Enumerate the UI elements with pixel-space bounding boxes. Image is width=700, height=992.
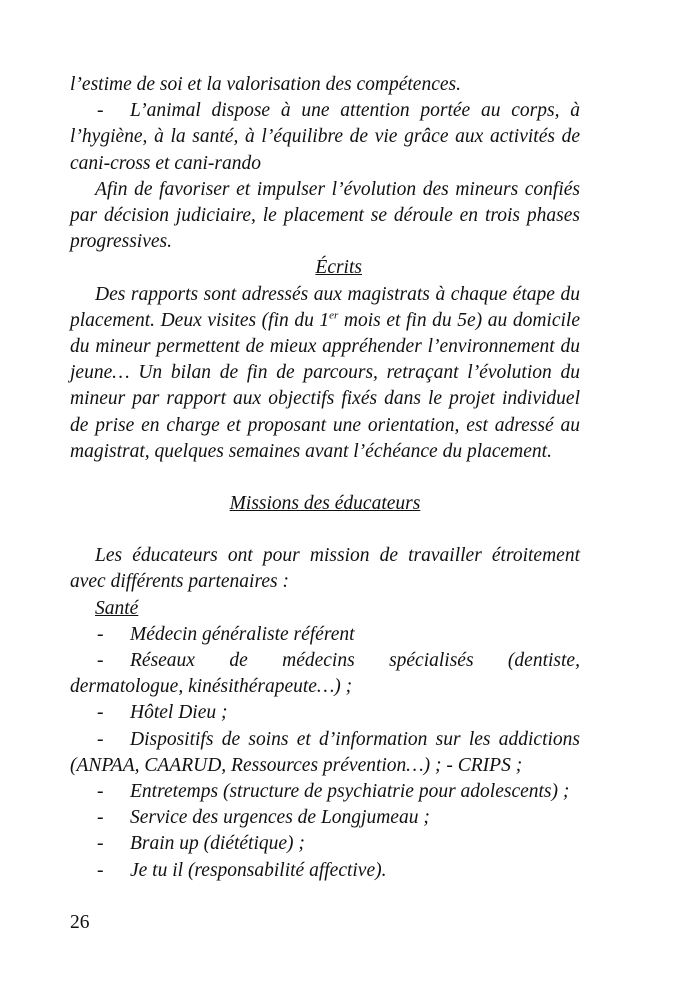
animal-text: L’animal dispose à une attention portée au corps, à l’hygiène, à la santé, à l’équilibre de vie grâce aux activités de cani-cross et cani-rando [70, 100, 580, 174]
list-item [70, 727, 580, 779]
placement-paragraph: Afin de favoriser et impulser l’évolution des mineurs confiés par décision judiciaire, le placement se déroule en trois phases progressives. [70, 178, 580, 253]
dash-marker: - [97, 728, 104, 750]
list-item [70, 779, 580, 805]
animal-paragraph [70, 98, 580, 177]
list-item-text: Service des urgences de Longjumeau ; [130, 807, 430, 829]
intro-line: l’estime de soi et la valorisation des compétences. [70, 74, 461, 95]
dash-marker: - [97, 100, 104, 122]
page-number: 26 [70, 912, 90, 933]
ecrits-text-1: Des rapports sont adressés aux magistrats à chaque étape du placement. Deux visites (fin du 1 [70, 283, 580, 331]
list-item [70, 622, 580, 648]
list-item [70, 805, 580, 831]
dash-marker: - [97, 859, 104, 881]
spacer [70, 465, 580, 491]
dash-marker: - [97, 623, 104, 645]
word: (dentiste, [507, 650, 580, 672]
missions-heading: Missions des éducateurs [229, 493, 421, 515]
dash-marker: - [97, 650, 104, 672]
list-item-text: Hôtel Dieu ; [130, 702, 228, 724]
ecrits-heading: Écrits [315, 257, 362, 279]
list-item [70, 648, 580, 700]
list-item-continuation: dermatologue, kinésithérapeute…) ; [70, 676, 353, 698]
list-item [70, 858, 580, 884]
ecrits-text-2: mois et fin du 5e) au domicile du mineur permettent de mieux appréhender l’environnement du jeune… Un bilan de fin de parcours, retraçant l’évolution du mineur par rapport aux objectifs fixés dans le projet individuel de prise en charge et proposant une orientation, est adressé au magistrat, quelques semaines avant l’échéance du placement. [70, 309, 580, 462]
dash-marker: - [97, 833, 104, 855]
list-item-spread [130, 648, 580, 674]
page-body [70, 72, 580, 884]
word: médecins [282, 650, 355, 672]
list-item-line [70, 648, 580, 674]
ecrits-superscript: er [329, 309, 339, 322]
list-item-text: Brain up (diététique) ; [130, 833, 305, 855]
list-item-text: Je tu il (responsabilité affective). [130, 859, 387, 881]
ecrits-paragraph [70, 282, 580, 465]
word: spécialisés [389, 650, 474, 672]
list-item [70, 831, 580, 857]
dash-marker: - [97, 807, 104, 829]
sante-heading: Santé [95, 597, 139, 619]
list-item-text: Dispositifs de soins et d’information sur les addictions (ANPAA, CAARUD, Ressources prévention…) ; - CRIPS ; [70, 728, 580, 776]
dash-marker: - [97, 781, 104, 803]
list-item-text: Entretemps (structure de psychiatrie pour adolescents) ; [130, 781, 570, 803]
word: Réseaux [130, 650, 195, 672]
word: de [229, 650, 248, 672]
spacer [70, 517, 580, 543]
list-item-text: Médecin généraliste référent [130, 623, 355, 645]
list-item [70, 700, 580, 726]
missions-intro: Les éducateurs ont pour mission de travailler étroitement avec différents partenaires : [70, 545, 580, 593]
dash-marker: - [97, 702, 104, 724]
